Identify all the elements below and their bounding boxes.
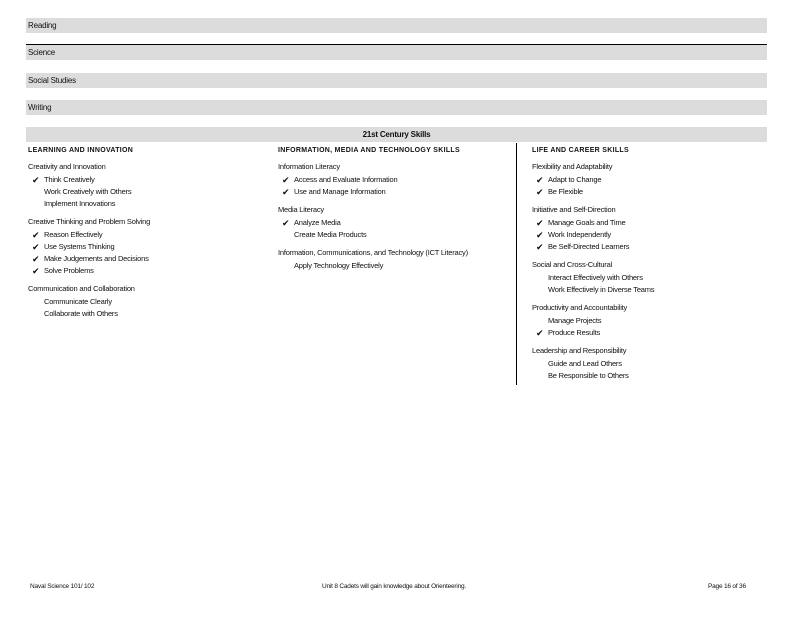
skill-item-label: Apply Technology Effectively xyxy=(294,261,384,270)
skill-group xyxy=(278,205,513,241)
skill-item xyxy=(28,186,268,198)
skill-item-label: Manage Projects xyxy=(548,316,602,325)
skill-item xyxy=(278,217,513,229)
column-learning-innovation xyxy=(28,147,268,327)
skill-item-label: Communicate Clearly xyxy=(44,297,112,306)
skill-item-label: Be Self-Directed Learners xyxy=(548,242,630,251)
skill-item-label: Analyze Media xyxy=(294,218,341,227)
checkmark-icon: ✔ xyxy=(32,266,40,276)
subject-bar-science xyxy=(26,45,767,60)
skill-item-label: Implement Innovations xyxy=(44,199,116,208)
skill-item xyxy=(28,253,268,265)
subject-label: Reading xyxy=(28,21,57,30)
skill-item xyxy=(28,308,268,320)
skill-group-title: Flexibility and Adaptability xyxy=(532,162,613,171)
skill-item-label: Create Media Products xyxy=(294,230,367,239)
skill-item xyxy=(532,358,767,370)
skill-item-label: Interact Effectively with Others xyxy=(548,273,643,282)
skill-item xyxy=(532,315,767,327)
skill-item xyxy=(28,265,268,277)
skill-item xyxy=(532,241,767,253)
skill-item-label: Adapt to Change xyxy=(548,175,602,184)
checkmark-icon: ✔ xyxy=(536,218,544,228)
skill-item-label: Work Effectively in Diverse Teams xyxy=(548,285,655,294)
column-divider xyxy=(516,143,517,385)
checkmark-icon: ✔ xyxy=(282,187,290,197)
checkmark-icon: ✔ xyxy=(282,175,290,185)
subject-bar-writing xyxy=(26,100,767,115)
checkmark-icon: ✔ xyxy=(536,328,544,338)
skill-item xyxy=(532,284,767,296)
checkmark-icon: ✔ xyxy=(536,175,544,185)
checkmark-icon: ✔ xyxy=(536,242,544,252)
skill-group-title: Productivity and Accountability xyxy=(532,303,628,312)
skill-item-label: Guide and Lead Others xyxy=(548,359,622,368)
skill-item xyxy=(278,260,513,272)
skill-item-label: Access and Evaluate Information xyxy=(294,175,398,184)
skill-item-label: Reason Effectively xyxy=(44,230,103,239)
skill-group xyxy=(278,162,513,198)
skill-group-title: Information Literacy xyxy=(278,162,340,171)
skill-item-label: Use and Manage Information xyxy=(294,187,386,196)
skill-group xyxy=(532,205,767,253)
skills-title: 21st Century Skills xyxy=(362,130,431,139)
subject-bar-reading xyxy=(26,18,767,33)
subject-label: Writing xyxy=(28,103,52,112)
skill-group-title: Communication and Collaboration xyxy=(28,284,135,293)
skill-item-label: Solve Problems xyxy=(44,266,94,275)
checkmark-icon: ✔ xyxy=(282,218,290,228)
skill-item xyxy=(28,241,268,253)
skill-group-title: Initiative and Self-Direction xyxy=(532,205,616,214)
skill-group-title: Information, Communications, and Technology (ICT Literacy) xyxy=(278,248,468,257)
skill-item-label: Collaborate with Others xyxy=(44,309,118,318)
skill-group xyxy=(532,162,767,198)
skill-item-label: Work Creatively with Others xyxy=(44,187,132,196)
skill-group xyxy=(28,162,268,210)
skill-item-label: Manage Goals and Time xyxy=(548,218,626,227)
subject-bar-social-studies xyxy=(26,73,767,88)
skill-item-label: Use Systems Thinking xyxy=(44,242,115,251)
skill-item-label: Be Responsible to Others xyxy=(548,371,629,380)
skill-item xyxy=(532,370,767,382)
footer-page-number: Page 16 of 36 xyxy=(708,583,746,590)
column-information-media-technology xyxy=(278,147,513,279)
skill-item-label: Think Creatively xyxy=(44,175,95,184)
column-life-career xyxy=(532,147,767,389)
skill-group xyxy=(532,260,767,296)
skill-item xyxy=(532,272,767,284)
checkmark-icon: ✔ xyxy=(32,254,40,264)
skill-item xyxy=(532,217,767,229)
checkmark-icon: ✔ xyxy=(32,230,40,240)
skill-group xyxy=(278,248,513,272)
skill-item xyxy=(532,174,767,186)
skill-item xyxy=(28,174,268,186)
skill-item xyxy=(532,229,767,241)
skill-item xyxy=(532,186,767,198)
subject-label: Science xyxy=(28,48,56,57)
checkmark-icon: ✔ xyxy=(536,230,544,240)
skill-item xyxy=(278,174,513,186)
skill-item-label: Work Independently xyxy=(548,230,611,239)
skill-item-label: Produce Results xyxy=(548,328,601,337)
skills-title-bar xyxy=(26,127,767,142)
skill-group xyxy=(28,217,268,277)
skill-group-title: Creative Thinking and Problem Solving xyxy=(28,217,151,226)
column-heading: LEARNING AND INNOVATION xyxy=(28,147,134,154)
column-heading: LIFE AND CAREER SKILLS xyxy=(532,147,629,154)
checkmark-icon: ✔ xyxy=(32,242,40,252)
skill-group-title: Social and Cross-Cultural xyxy=(532,260,613,269)
skill-group xyxy=(532,303,767,339)
skill-group-title: Leadership and Responsibility xyxy=(532,346,627,355)
skill-group-title: Media Literacy xyxy=(278,205,324,214)
skill-item xyxy=(28,296,268,308)
column-heading: INFORMATION, MEDIA AND TECHNOLOGY SKILLS xyxy=(278,147,460,154)
skill-item-label: Make Judgements and Decisions xyxy=(44,254,149,263)
subject-label: Social Studies xyxy=(28,76,76,85)
checkmark-icon: ✔ xyxy=(536,187,544,197)
skill-group xyxy=(28,284,268,320)
skill-item xyxy=(278,229,513,241)
skill-group xyxy=(532,346,767,382)
skill-item-label: Be Flexible xyxy=(548,187,583,196)
skill-group-title: Creativity and Innovation xyxy=(28,162,106,171)
skill-item xyxy=(28,229,268,241)
footer-unit: Unit 8 Cadets will gain knowledge about Orienteering. xyxy=(322,583,467,590)
skill-item xyxy=(28,198,268,210)
footer-course: Naval Science 101/ 102 xyxy=(30,583,95,590)
checkmark-icon: ✔ xyxy=(32,175,40,185)
skill-item xyxy=(278,186,513,198)
skill-item xyxy=(532,327,767,339)
